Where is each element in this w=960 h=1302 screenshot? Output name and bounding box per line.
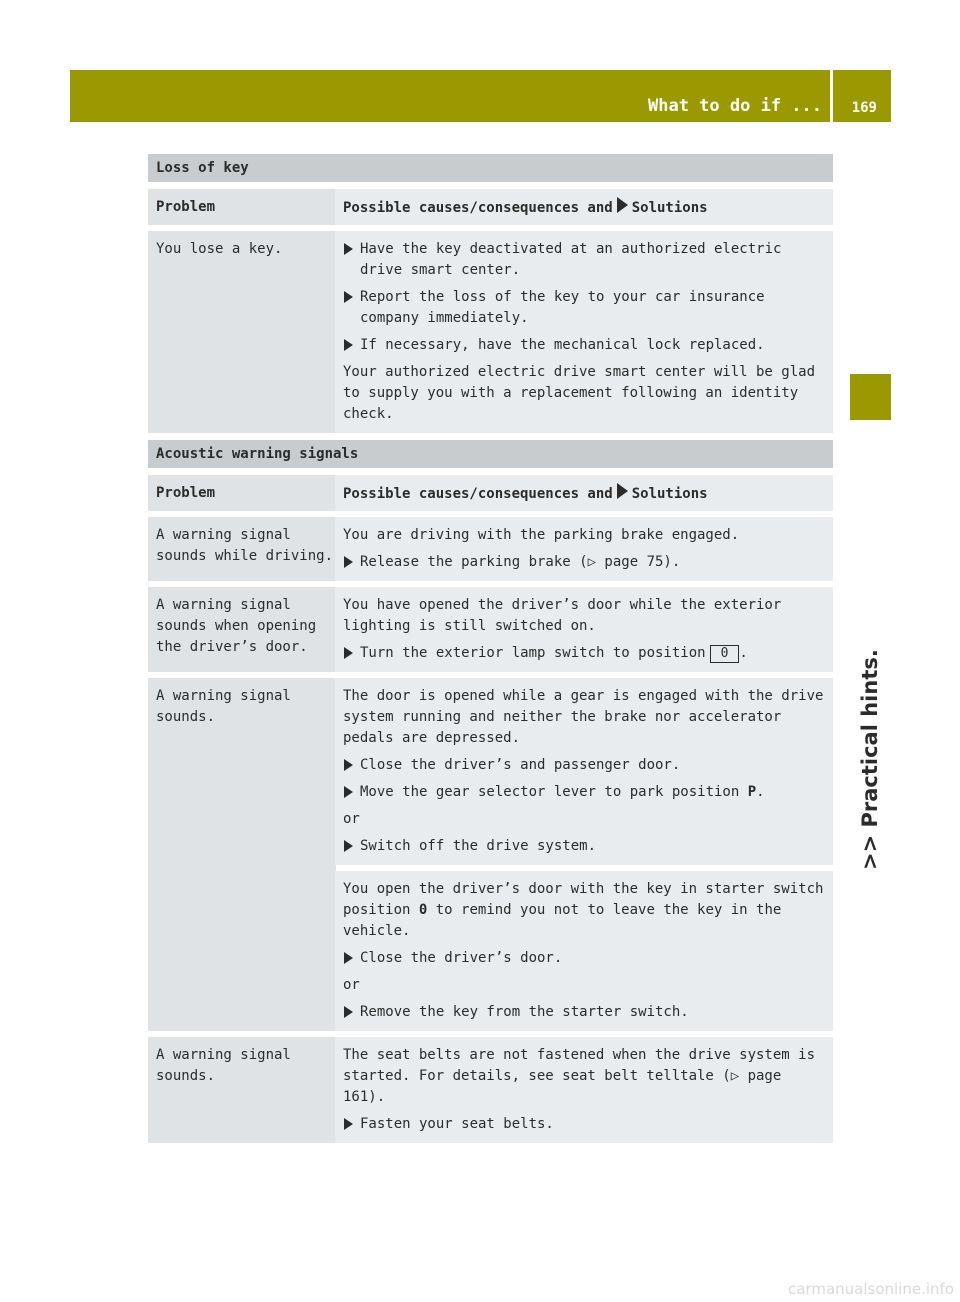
- cause-text: The seat belts are not fastened when the drive system is started. For details, see seat belt telltale (▷ page 161).: [343, 1047, 816, 1105]
- problem-header: Problem: [148, 475, 336, 511]
- step-text: If necessary, have the mechanical lock replaced.: [360, 337, 765, 353]
- arrow-right-icon: [617, 197, 628, 213]
- section-title: Loss of key: [148, 154, 833, 182]
- arrow-right-icon: [344, 786, 353, 798]
- step-item: [343, 948, 829, 969]
- problem-header: Problem: [148, 189, 336, 225]
- arrow-right-icon: [344, 759, 353, 771]
- step-text-end: .: [739, 645, 748, 661]
- side-tab-marker: [850, 374, 891, 420]
- solution-cell: [335, 1037, 833, 1143]
- loss-of-key-table: [148, 154, 833, 433]
- solution-subcell: [335, 678, 833, 865]
- problem-cell: A warning signal sounds while driving.: [148, 517, 336, 581]
- solution-cell: [335, 517, 833, 581]
- arrow-right-icon: [344, 339, 353, 351]
- step-item: [343, 552, 829, 573]
- problem-cell: A warning signal sounds.: [148, 678, 336, 1031]
- step-text: Turn the exterior lamp switch to position: [360, 645, 706, 661]
- cause-text: [343, 879, 829, 942]
- step-text: Have the key deactivated at an authorized electric drive smart center.: [360, 241, 782, 278]
- step-text: Release the parking brake (▷ page 75).: [360, 554, 681, 570]
- solutions-header-text: Possible causes/consequences and: [343, 200, 613, 216]
- arrow-right-icon: [344, 840, 353, 852]
- switch-position-key: 0: [710, 645, 740, 663]
- step-item: [343, 643, 829, 664]
- table-row: [148, 587, 833, 672]
- arrow-right-icon: [344, 556, 353, 568]
- table-header-row: [148, 475, 833, 511]
- step-item: [343, 1114, 829, 1135]
- chapter-title: What to do if ...: [648, 96, 822, 116]
- step-item: [343, 836, 829, 857]
- arrow-right-icon: [617, 483, 628, 499]
- table-row: [148, 517, 833, 581]
- cause-text-part: You open the driver’s door with the key in starter switch position: [343, 881, 824, 918]
- arrow-right-icon: [344, 952, 353, 964]
- or-text: or: [343, 811, 360, 827]
- cause-text: The door is opened while a gear is engaged with the drive system running and neither the brake nor accelerator pedals are depressed.: [343, 688, 824, 746]
- problem-cell: You lose a key.: [148, 231, 336, 433]
- note-text: Your authorized electric drive smart center will be glad to supply you with a replacement following an identity check.: [343, 364, 816, 422]
- arrow-right-icon: [344, 291, 353, 303]
- side-section-label: >> Practical hints.: [858, 649, 882, 870]
- table-row: [148, 1037, 833, 1143]
- step-item: [343, 1002, 829, 1023]
- solutions-header-text-end: Solutions: [631, 486, 708, 502]
- solutions-header-text-end: Solutions: [631, 200, 708, 216]
- solution-cell: [335, 231, 833, 433]
- arrow-right-icon: [344, 1006, 353, 1018]
- step-text: Close the driver’s and passenger door.: [360, 757, 681, 773]
- park-position-key: P: [747, 784, 757, 800]
- solution-cell: [335, 587, 833, 672]
- page-number: 169: [851, 100, 877, 116]
- arrow-right-icon: [344, 1118, 353, 1130]
- header-bar: [70, 70, 830, 122]
- solution-cell: [335, 678, 833, 1031]
- watermark-footer: carmanualsonline.info: [788, 1280, 954, 1298]
- problem-cell: A warning signal sounds when opening the driver’s door.: [148, 587, 336, 672]
- cause-text-part: to remind you not to leave the key in the vehicle.: [343, 902, 782, 939]
- step-text: Remove the key from the starter switch.: [360, 1004, 689, 1020]
- or-text: or: [343, 977, 360, 993]
- step-item: [343, 782, 829, 803]
- step-item: [343, 335, 829, 356]
- solution-subcell: [335, 871, 833, 1031]
- step-item: [343, 239, 829, 281]
- starter-position-key: 0: [418, 902, 428, 918]
- solutions-header: [335, 475, 833, 511]
- problem-cell: A warning signal sounds.: [148, 1037, 336, 1143]
- page-number-box: [833, 70, 891, 122]
- step-text: Fasten your seat belts.: [360, 1116, 554, 1132]
- step-text-end: .: [756, 784, 765, 800]
- step-item: [343, 287, 829, 329]
- arrow-right-icon: [344, 647, 353, 659]
- table-row: [148, 231, 833, 433]
- solutions-header-text: Possible causes/consequences and: [343, 486, 613, 502]
- step-text: Switch off the drive system.: [360, 838, 597, 854]
- step-text: Move the gear selector lever to park position: [360, 784, 740, 800]
- table-row: [148, 678, 833, 1031]
- solutions-header: [335, 189, 833, 225]
- step-item: [343, 755, 829, 776]
- cause-text: You have opened the driver’s door while the exterior lighting is still switched on.: [343, 597, 782, 634]
- step-text: Close the driver’s door.: [360, 950, 563, 966]
- cause-text: You are driving with the parking brake engaged.: [343, 527, 740, 543]
- step-text: Report the loss of the key to your car insurance company immediately.: [360, 289, 765, 326]
- arrow-right-icon: [344, 243, 353, 255]
- section-title: Acoustic warning signals: [148, 440, 833, 468]
- acoustic-warning-table: [148, 440, 833, 1143]
- table-header-row: [148, 189, 833, 225]
